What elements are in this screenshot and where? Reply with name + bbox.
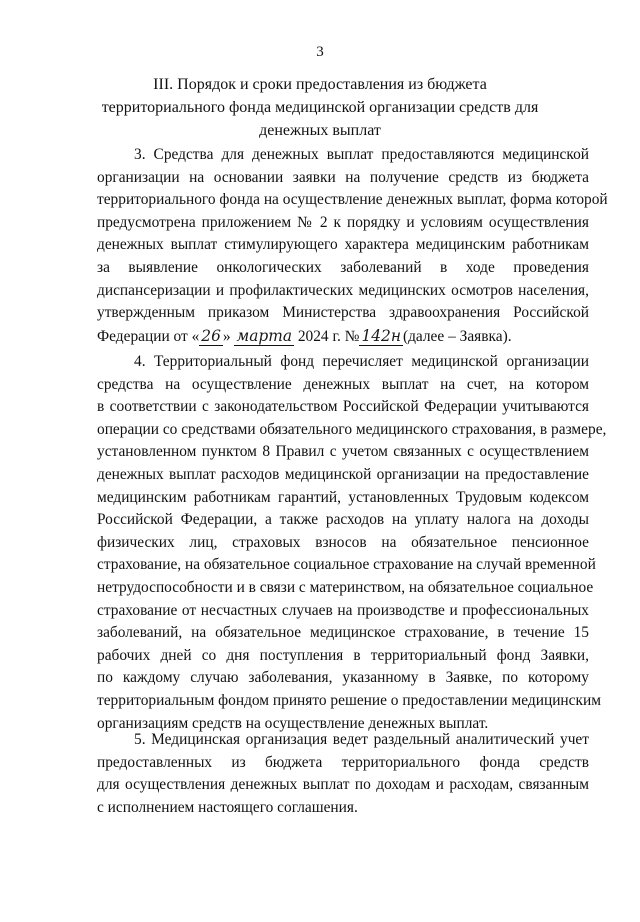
section-heading-line: территориального фонда медицинской организации средств для bbox=[101, 99, 539, 116]
paragraph-line: нетрудоспособности и в связи с материнством, на обязательное социальное bbox=[97, 578, 594, 596]
paragraph-line: территориальным фондом принято решение о предоставлении медицинским bbox=[97, 691, 601, 709]
paragraph-line: средства на осуществление денежных выплат на счет, на котором bbox=[97, 375, 589, 393]
paragraph-line: физических лиц, страховых взносов на обязательное пенсионное bbox=[97, 533, 589, 551]
paragraph-line: 3. Средства для денежных выплат предоставляются медицинской bbox=[134, 146, 589, 163]
paragraph-line: территориального фонда на осуществление денежных выплат, форма которой bbox=[97, 191, 608, 209]
paragraph-5 bbox=[97, 729, 589, 819]
paragraph-line: рабочих дней со дня поступления в территориальный фонд Заявки, bbox=[97, 646, 589, 664]
paragraph-line: диспансеризации и профилактических медицинских осмотров населения, bbox=[97, 281, 589, 299]
paragraph-line: утвержденным приказом Министерства здравоохранения Российской bbox=[97, 304, 589, 322]
order-reference-suffix: (далее – Заявка). bbox=[402, 327, 512, 345]
paragraph-line: денежных выплат расходов медицинской организации на предоставление bbox=[97, 465, 589, 483]
paragraph-3 bbox=[97, 144, 608, 348]
paragraph-line: 5. Медицинская организация ведет раздельный аналитический учет bbox=[134, 731, 589, 748]
section-heading-line: III. Порядок и сроки предоставления из бюджета bbox=[153, 76, 487, 93]
section-heading bbox=[0, 73, 640, 142]
paragraph-line: установленном пунктом 8 Правил с учетом связанных с осуществлением bbox=[97, 443, 589, 461]
handwritten-day: 26 bbox=[201, 326, 221, 345]
paragraph-line: организации на основании заявки на получение средств из бюджета bbox=[97, 168, 589, 186]
paragraph-line: операции со средствами обязательного медицинского страхования, в размере, bbox=[97, 420, 607, 438]
paragraph-line: по каждому случаю заболевания, указанному в Заявке, по которому bbox=[97, 669, 589, 687]
order-reference-line bbox=[97, 325, 589, 349]
order-date-separator: » bbox=[222, 327, 235, 345]
paragraph-line: Российской Федерации, а также расходов на уплату налога на доходы bbox=[97, 511, 589, 529]
paragraph-line: предусмотрена приложением № 2 к порядку и условиям осуществления bbox=[97, 213, 589, 231]
order-date-prefix: Федерации от « bbox=[97, 327, 200, 345]
paragraph-line: для осуществления денежных выплат по доходам и расходам, связанным bbox=[97, 776, 589, 794]
paragraph-line: заболеваний, на обязательное медицинское страхование, в течение 15 bbox=[97, 624, 589, 642]
handwritten-order-number: 142н bbox=[361, 326, 401, 345]
handwritten-month: марта bbox=[236, 326, 292, 345]
paragraph-line: денежных выплат стимулирующего характера медицинским работникам bbox=[97, 236, 589, 254]
paragraph-line: страхование, на обязательное социальное страхование на случай временной bbox=[97, 556, 596, 574]
paragraph-line: в соответствии с законодательством Российской Федерации учитываются bbox=[97, 398, 589, 416]
paragraph-line: организациям средств на осуществление денежных выплат. bbox=[97, 714, 489, 732]
paragraph-line: за выявление онкологических заболеваний в ходе проведения bbox=[97, 258, 589, 276]
order-year-number-prefix: 2024 г. № bbox=[294, 327, 360, 345]
paragraph-line: медицинским работникам гарантий, установленных Трудовым кодексом bbox=[97, 488, 589, 506]
paragraph-line: предоставленных из бюджета территориального фонда средств bbox=[97, 753, 589, 771]
paragraph-line: с исполнением настоящего соглашения. bbox=[97, 798, 358, 816]
paragraph-4 bbox=[97, 351, 607, 735]
page-number: 3 bbox=[316, 44, 324, 60]
section-heading-line: денежных выплат bbox=[259, 122, 381, 139]
paragraph-line: 4. Территориальный фонд перечисляет медицинской организации bbox=[134, 353, 589, 370]
paragraph-line: страхование от несчастных случаев на производстве и профессиональных bbox=[97, 601, 589, 619]
